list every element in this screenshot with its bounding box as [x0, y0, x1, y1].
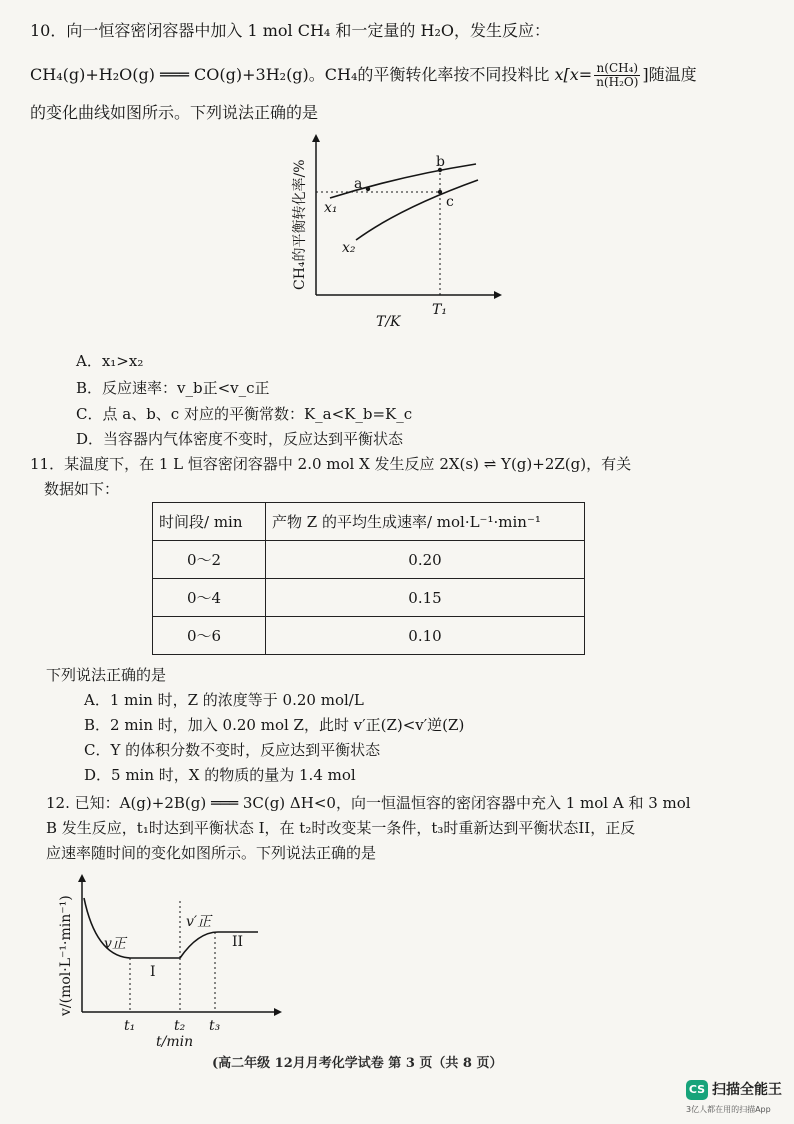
q10-point-c	[438, 190, 442, 194]
q10-ratio-fraction	[594, 62, 640, 89]
q10-ratio-numerator: n(CH₄)	[594, 62, 640, 76]
table-header-rate: 产物 Z 的平均生成速率/ mol·L⁻¹·min⁻¹	[266, 503, 585, 541]
q10-ratio-var: x[x=	[554, 65, 593, 84]
q12-label-state-2: II	[232, 934, 244, 950]
q10-label-b: b	[436, 154, 445, 170]
q10-label-c: c	[446, 194, 454, 210]
q11-prompt: 下列说法正确的是	[46, 666, 167, 684]
q10-ratio-tail: ]随温度	[642, 65, 697, 84]
q12-y-arrow	[78, 874, 86, 882]
q10-stem-line1: 10．向一恒容密闭容器中加入 1 mol CH₄ 和一定量的 H₂O，发生反应：	[30, 21, 550, 40]
q10-label-a: a	[354, 176, 363, 192]
q10-point-a	[366, 187, 370, 191]
table-cell-rate: 0.20	[266, 541, 585, 579]
q12-curve-v-forward-new	[180, 932, 258, 958]
table-header-time: 时间段/ min	[153, 503, 266, 541]
table-cell-time: 0～2	[153, 541, 266, 579]
q12-stem-line3: 应速率随时间的变化如图所示。下列说法正确的是	[46, 844, 377, 862]
table-cell-time: 0～6	[153, 617, 266, 655]
q10-y-axis-label: CH₄的平衡转化率/%	[292, 159, 308, 290]
q10-x-tick-t1: T₁	[432, 302, 447, 318]
q12-tick-t3: t₃	[209, 1018, 221, 1034]
q11-data-table	[152, 502, 585, 655]
table-cell-rate: 0.15	[266, 579, 585, 617]
q12-x-arrow	[274, 1008, 282, 1016]
table-cell-time: 0～4	[153, 579, 266, 617]
q10-label-x2: x₂	[342, 240, 356, 256]
q10-stem-line3: 的变化曲线如图所示。下列说法正确的是	[30, 103, 319, 122]
table-row	[153, 541, 585, 579]
q12-stem-line2: B 发生反应，t₁时达到平衡状态 I，在 t₂时改变某一条件，t₃时重新达到平衡状态II，正反	[46, 819, 636, 837]
q12-x-axis-label: t/min	[156, 1034, 194, 1050]
q12-tick-t1: t₁	[124, 1018, 136, 1034]
table-cell-rate: 0.10	[266, 617, 585, 655]
q10-option-a: A．x₁>x₂	[76, 352, 144, 370]
q10-reaction-line	[30, 62, 697, 89]
q10-option-b: B．反应速率：v_b正<v_c正	[76, 379, 270, 397]
q10-label-x1: x₁	[324, 200, 338, 216]
q10-y-arrow	[312, 134, 320, 142]
q11-stem-line1: 11．某温度下，在 1 L 恒容密闭容器中 2.0 mol X 发生反应 2X(s) ⇌ Y(g)+2Z(g)，有关	[30, 455, 632, 473]
q10-reaction: CH₄(g)+H₂O(g) ═══ CO(g)+3H₂(g)。CH₄的平衡转化率按不同投料比	[30, 65, 550, 84]
q12-y-axis-label: v/(mol·L⁻¹·min⁻¹)	[58, 895, 74, 1016]
camscanner-name: 扫描全能王	[712, 1082, 782, 1098]
q10-chart	[280, 128, 510, 333]
page-footer: (高二年级 12月月考化学试卷 第 3 页（共 8 页）	[212, 1056, 503, 1071]
table-header-row	[153, 503, 585, 541]
q11-option-a: A．1 min 时，Z 的浓度等于 0.20 mol/L	[84, 691, 364, 709]
camscanner-tagline: 3亿人都在用的扫描App	[686, 1105, 771, 1114]
camscanner-logo-icon: CS	[686, 1080, 708, 1100]
q12-curve-v-forward	[84, 898, 180, 958]
q11-option-c: C．Y 的体积分数不变时，反应达到平衡状态	[84, 741, 381, 759]
q12-label-v-forward-new: v′正	[186, 914, 212, 930]
q10-option-d: D．当容器内气体密度不变时，反应达到平衡状态	[76, 430, 404, 448]
table-row	[153, 579, 585, 617]
q10-x-arrow	[494, 291, 502, 299]
q11-option-b: B．2 min 时，加入 0.20 mol Z，此时 v′正(Z)<v′逆(Z)	[84, 716, 465, 734]
q12-label-v-forward: v正	[104, 936, 126, 952]
q12-stem-line1: 12. 已知：A(g)+2B(g) ═══ 3C(g) ΔH<0，向一恒温恒容的密闭容器中充入 1 mol A 和 3 mol	[46, 794, 691, 812]
q11-option-d: D．5 min 时，X 的物质的量为 1.4 mol	[84, 766, 356, 784]
q10-option-c: C．点 a、b、c 对应的平衡常数：K_a<K_b=K_c	[76, 405, 413, 423]
q12-chart	[50, 868, 290, 1053]
table-row	[153, 617, 585, 655]
q10-x-axis-label: T/K	[376, 314, 401, 330]
q10-ratio-denominator: n(H₂O)	[596, 75, 639, 89]
q11-stem-line2: 数据如下：	[44, 480, 120, 498]
q10-curve-x1	[330, 164, 476, 198]
q10-curve-x2	[356, 180, 478, 240]
q12-tick-t2: t₂	[174, 1018, 186, 1034]
q12-label-state-1: I	[150, 964, 156, 980]
